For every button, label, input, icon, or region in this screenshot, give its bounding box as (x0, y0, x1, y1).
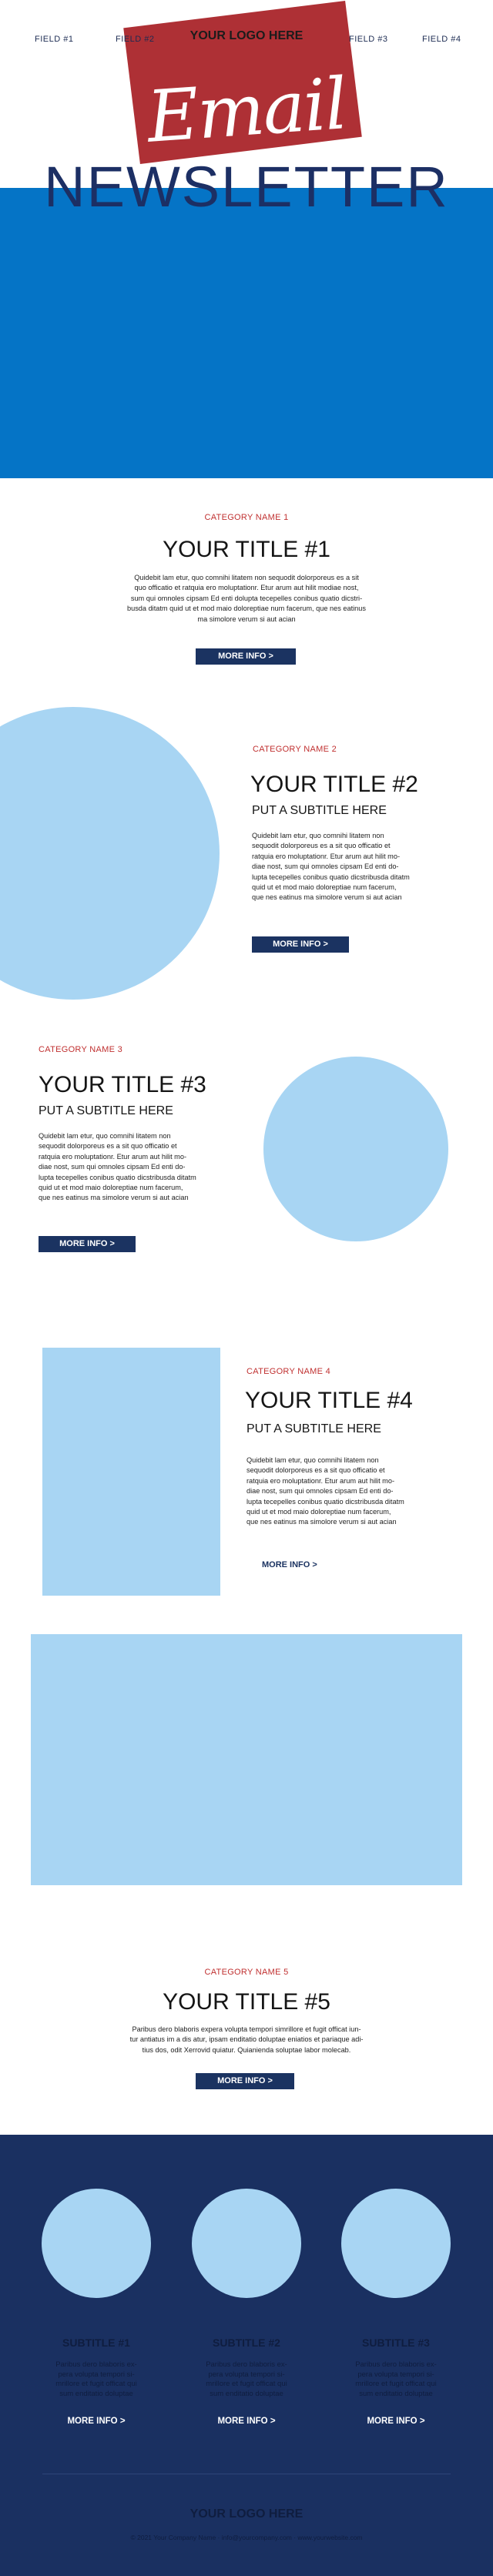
footer-more-info-1[interactable]: MORE INFO > (67, 2417, 126, 2426)
footer-more-info-3[interactable]: MORE INFO > (367, 2417, 425, 2426)
title-1: YOUR TITLE #1 (163, 537, 330, 562)
body-text-4: Quidebit lam etur, quo comnihi litatem non sequodit dolorporeus es a sit quo officatio et ratquia ero moluptationr. Etur arum aut hilit mo- diae nost, sum qui omnoles cipsam Ed enti do- lupta tecepelles conibus quatio dicstribusda ditatm quid ut et mod maio doloreptiae num facerum, que nes eatinus ma simolore verum si aut acian (246, 1456, 404, 1526)
category-label-5: CATEGORY NAME 5 (204, 1968, 289, 1977)
category-label-2: CATEGORY NAME 2 (253, 745, 337, 754)
category-label-1: CATEGORY NAME 1 (204, 513, 289, 522)
footer-image-circle-2 (192, 2189, 301, 2298)
footer-subtitle-1: SUBTITLE #1 (62, 2336, 130, 2349)
image-placeholder-rect-5 (31, 1634, 462, 1885)
body-text-1: Quidebit lam etur, quo comnihi litatem non sequodit dolorporeus es a sit quo officatio et ratquia ero moluptationr. Etur arum aut hilit modiae nost, sum qui omnoles cipsam Ed enti dolupta tecepelles conibus quatio dicstri- busda ditatm quid ut et mod maio doloreptiae num facerum, que nes eatinus ma simolore verum si aut acian (126, 574, 366, 623)
nav-field-4[interactable]: FIELD #4 (422, 35, 461, 44)
footer-more-info-2[interactable]: MORE INFO > (217, 2417, 276, 2426)
footer-body-3: Paribus dero blaboris ex- pera volupta tempori si- mrillore et fugit officat qui sum enditatio doluptae (355, 2360, 437, 2398)
image-placeholder-circle-2 (0, 707, 220, 1000)
subtitle-4: PUT A SUBTITLE HERE (246, 1422, 381, 1435)
footer-body-2: Paribus dero blaboris ex- pera volupta tempori si- mrillore et fugit officat qui sum enditatio doluptae (206, 2360, 287, 2398)
more-info-button-5[interactable]: MORE INFO > (196, 2073, 294, 2089)
footer-body-1: Paribus dero blaboris ex- pera volupta tempori si- mrillore et fugit officat qui sum enditatio doluptae (55, 2360, 137, 2398)
body-text-2: Quidebit lam etur, quo comnihi litatem non sequodit dolorporeus es a sit quo officatio et ratquia ero moluptationr. Etur arum aut hilit mo- diae nost, sum qui omnoles cipsam Ed enti do- lupta tecepelles conibus quatio dicstribusda ditatm quid ut et mod maio doloreptiae num facerum, que nes eatinus ma simolore verum si aut acian (252, 832, 410, 902)
subtitle-2: PUT A SUBTITLE HERE (252, 804, 387, 817)
body-text-3: Quidebit lam etur, quo comnihi litatem non sequodit dolorporeus es a sit quo officatio et ratquia ero moluptationr. Etur arum aut hilit mo- diae nost, sum qui omnoles cipsam Ed enti do- lupta tecepelles conibus quatio dicstribusda ditatm quid ut et mod maio doloreptiae num facerum, que nes eatinus ma simolore verum si aut acian (39, 1132, 196, 1202)
more-info-button-1[interactable]: MORE INFO > (196, 648, 296, 665)
footer-image-circle-3 (341, 2189, 451, 2298)
more-info-link-4[interactable]: MORE INFO > (262, 1560, 317, 1569)
footer-subtitle-3: SUBTITLE #3 (362, 2336, 430, 2349)
footer-image-circle-1 (42, 2189, 151, 2298)
email-script-title: Email (144, 62, 349, 159)
title-4: YOUR TITLE #4 (245, 1388, 413, 1413)
footer-logo[interactable]: YOUR LOGO HERE (189, 2507, 304, 2521)
title-3: YOUR TITLE #3 (39, 1072, 206, 1097)
body-text-5: Paribus dero blaboris expera volupta tempori simrillore et fugit officat iun- tur antiatus im a dis atur, ipsam enditatio doluptae eniatios et pariaque adi- tius dos, odit Xerrovid quiatur. Quianienda soluptae labor molecab. (129, 2025, 364, 2054)
image-placeholder-rect-4 (42, 1348, 220, 1596)
nav-field-2[interactable]: FIELD #2 (116, 35, 155, 44)
footer-copyright: © 2021 Your Company Name · info@yourcompany.com · www.yourwebsite.com (130, 2534, 363, 2541)
image-placeholder-circle-3 (263, 1057, 448, 1241)
title-2: YOUR TITLE #2 (250, 772, 418, 797)
more-info-button-3[interactable]: MORE INFO > (39, 1236, 136, 1252)
title-5: YOUR TITLE #5 (163, 1989, 330, 2015)
newsletter-title: NEWSLETTER (44, 155, 449, 219)
header-logo[interactable]: YOUR LOGO HERE (189, 29, 304, 42)
footer-subtitle-2: SUBTITLE #2 (213, 2336, 280, 2349)
category-label-4: CATEGORY NAME 4 (246, 1367, 331, 1376)
nav-field-1[interactable]: FIELD #1 (35, 35, 74, 44)
nav-field-3[interactable]: FIELD #3 (349, 35, 388, 44)
category-label-3: CATEGORY NAME 3 (39, 1045, 123, 1054)
hero-blue-banner (0, 188, 493, 478)
subtitle-3: PUT A SUBTITLE HERE (39, 1104, 173, 1117)
more-info-button-2[interactable]: MORE INFO > (252, 936, 349, 953)
